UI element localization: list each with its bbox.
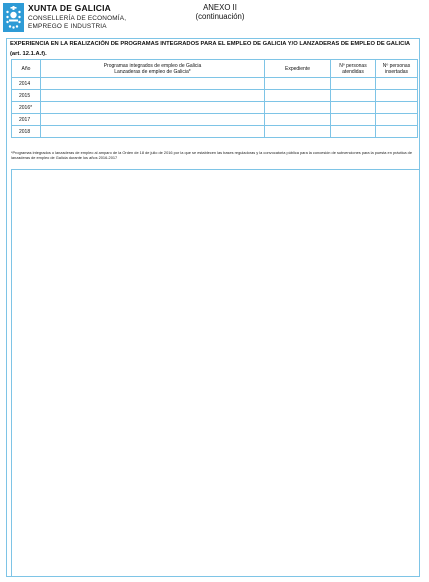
expediente-input-cell[interactable]	[265, 102, 331, 114]
inserted-input-cell[interactable]	[376, 126, 418, 138]
free-text-area[interactable]	[11, 169, 420, 577]
table-row	[12, 78, 418, 90]
experience-table	[11, 59, 418, 138]
annex-subtitle: (continuación)	[195, 12, 245, 21]
xunta-logo-icon	[3, 3, 24, 32]
program-input-cell[interactable]	[41, 102, 265, 114]
annex-title: ANEXO II	[203, 3, 237, 12]
column-header-year: Año	[12, 60, 41, 78]
year-cell: 2014	[12, 78, 41, 90]
inserted-input-cell[interactable]	[376, 114, 418, 126]
program-input-cell[interactable]	[41, 90, 265, 102]
program-input-cell[interactable]	[41, 114, 265, 126]
table-row	[12, 90, 418, 102]
inserted-input-cell[interactable]	[376, 90, 418, 102]
inserted-input-cell[interactable]	[376, 78, 418, 90]
column-header-attended: Nº personas atendidas	[331, 60, 376, 78]
year-cell: 2017	[12, 114, 41, 126]
department-line-2: EMPREGO E INDUSTRIA	[28, 22, 107, 30]
column-header-inserted: Nº personas insertadas	[376, 60, 418, 78]
expediente-input-cell[interactable]	[265, 114, 331, 126]
year-cell: 2018	[12, 126, 41, 138]
footnote: *Programas integrados o lanzaderas de empleo al amparo de la Orden de 18 de julio de 2016 por la que se establecen las bases reguladoras y la convocatoria pública para la concesión de subvenciones para la puesta en práctica de lanzaderas de empleo de Galicia durante los años 2016-2017	[11, 150, 412, 161]
expediente-input-cell[interactable]	[265, 78, 331, 90]
program-input-cell[interactable]	[41, 78, 265, 90]
attended-input-cell[interactable]	[331, 78, 376, 90]
attended-input-cell[interactable]	[331, 102, 376, 114]
year-cell: 2016*	[12, 102, 41, 114]
inserted-input-cell[interactable]	[376, 102, 418, 114]
attended-input-cell[interactable]	[331, 114, 376, 126]
table-row	[12, 102, 418, 114]
expediente-input-cell[interactable]	[265, 126, 331, 138]
expediente-input-cell[interactable]	[265, 90, 331, 102]
org-name: XUNTA DE GALICIA	[28, 3, 112, 13]
organization-block	[28, 3, 126, 30]
table-header-row	[12, 60, 418, 78]
attended-input-cell[interactable]	[331, 126, 376, 138]
attended-input-cell[interactable]	[331, 90, 376, 102]
department-line-1: CONSELLERÍA DE ECONOMÍA,	[28, 15, 127, 22]
page-header	[0, 0, 429, 40]
year-cell: 2015	[12, 90, 41, 102]
column-header-program: Programas integrados de empleo de Galicia Lanzaderas de empleo de Galicia*	[41, 60, 265, 78]
program-input-cell[interactable]	[41, 126, 265, 138]
column-header-expediente: Expediente	[265, 60, 331, 78]
table-row	[12, 114, 418, 126]
section-title: EXPERIENCIA EN LA REALIZACIÓN DE PROGRAMAS INTEGRADOS PARA EL EMPLEO DE GALICIA Y/O LANZADERAS DE EMPLEO DE GALICIA (art. 12.1.A.f).	[10, 41, 410, 57]
annex-heading	[180, 3, 260, 21]
table-row	[12, 126, 418, 138]
